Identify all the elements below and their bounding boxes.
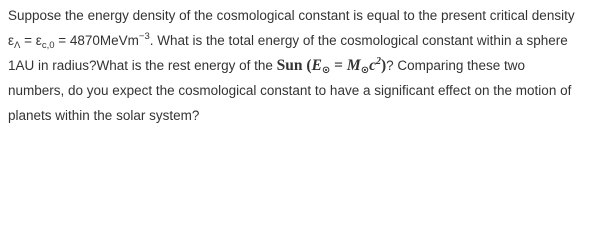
mass-symbol: $M_⊙c^2$ xyxy=(346,56,381,76)
c0-subscript: c,0 xyxy=(41,40,55,51)
epsilon-lambda-symbol: ε xyxy=(8,33,15,48)
question-line-3-head: 1AU in radius?What is the rest energy of the xyxy=(8,58,277,73)
paren-open: ( xyxy=(302,57,312,74)
energy-symbol: $E_⊙$ xyxy=(311,57,331,76)
c-symbol: c xyxy=(369,57,376,74)
sun-subscript-2: ⊙ xyxy=(360,65,370,76)
question-line-2 xyxy=(8,28,604,53)
question-line-3 xyxy=(8,53,604,78)
paren-close: ) xyxy=(380,57,387,74)
question-line-1: Suppose the energy density of the cosmological constant is equal to the present critical density xyxy=(8,8,575,23)
equals-sign: = xyxy=(20,33,36,48)
question-line-3-tail: ? Comparing these two xyxy=(386,58,525,73)
squared: 2 xyxy=(375,56,381,67)
exponent: −3 xyxy=(138,31,150,42)
question-line-2-tail: . What is the total energy of the cosmological constant within a sphere xyxy=(149,33,568,48)
question-line-4: numbers, do you expect the cosmological constant to have a significant effect on the motion of xyxy=(8,83,572,98)
question-line-5: planets within the solar system? xyxy=(8,108,200,123)
epsilon-c-symbol: ε xyxy=(35,33,42,48)
density-value: = 4870MeVm xyxy=(54,33,139,48)
lambda-subscript: Λ xyxy=(14,40,21,51)
sun-subscript-1: ⊙ xyxy=(321,65,331,76)
sun-word: Sun xyxy=(276,57,303,74)
equals-sign-2: = xyxy=(330,57,347,74)
